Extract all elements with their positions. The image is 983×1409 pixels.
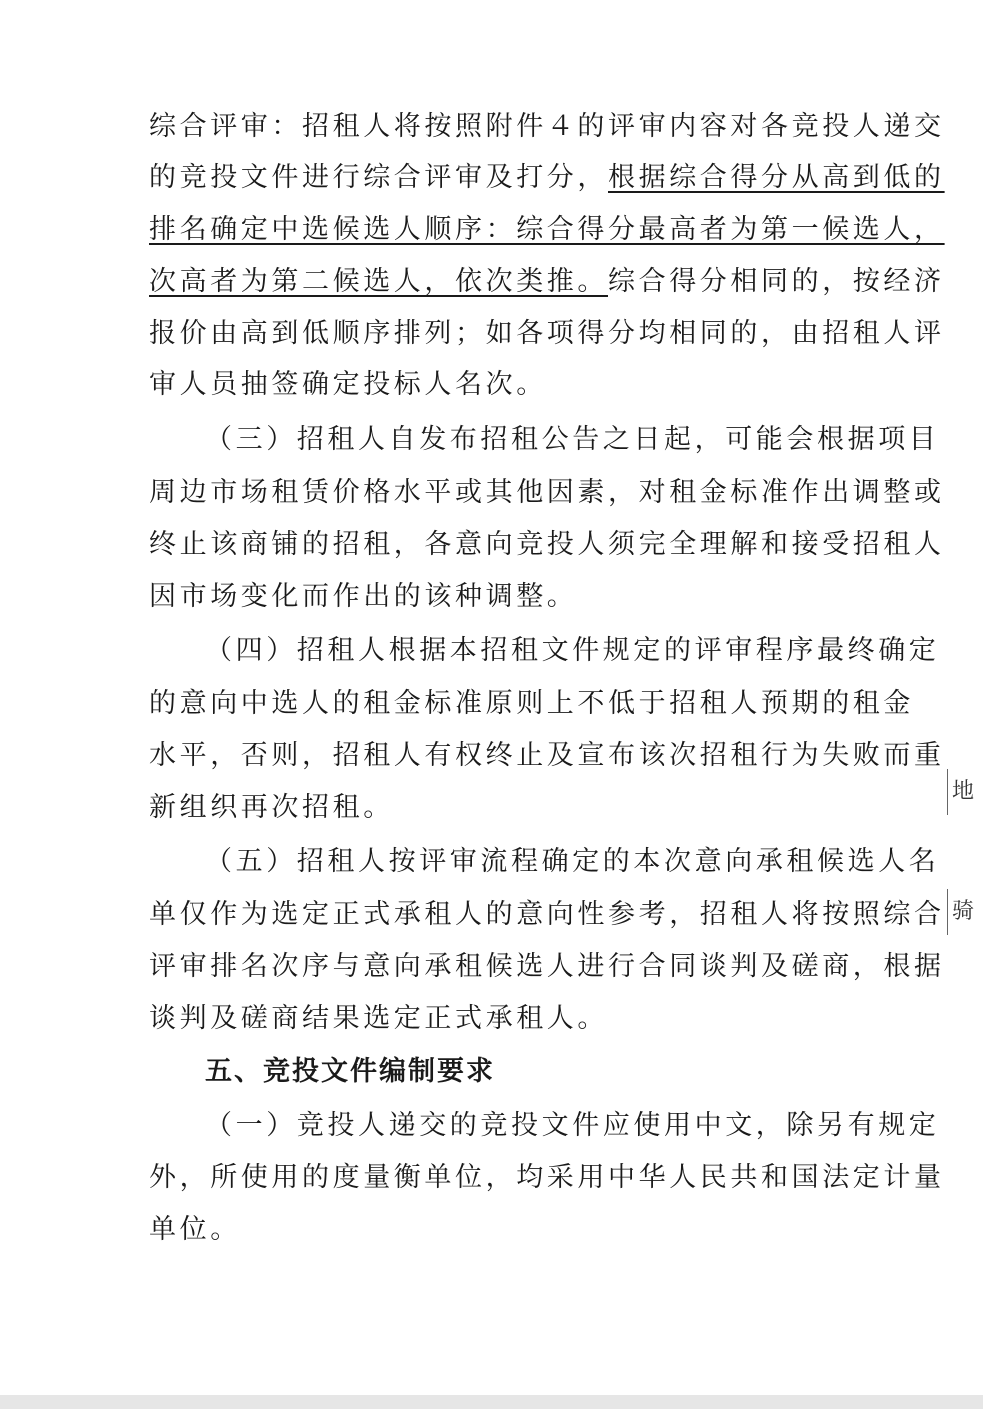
line-text: 水平，否则，招租人有权终止及宣布该次招租行为失败而重 <box>149 740 945 771</box>
stamp-text: 骑 <box>951 899 974 924</box>
line-text: 综合得分相同的，按经济 <box>608 266 945 297</box>
line-text: 报价由高到低顺序排列；如各项得分均相同的，由招租人评 <box>149 318 945 349</box>
line-text: （四）招租人根据本招租文件规定的评审程序最终确定 <box>205 635 940 666</box>
text-line-14 <box>149 790 869 826</box>
line-text: 新组织再次招租。 <box>149 792 394 823</box>
line-text: 的意向中选人的租金标准原则上不低于招租人预期的租金 <box>149 688 914 719</box>
text-line-11 <box>205 633 940 669</box>
text-line-3 <box>149 212 945 248</box>
line-text: （五）招租人按评审流程确定的本次意向承租候选人名 <box>205 846 940 877</box>
text-line-20 <box>205 1108 940 1144</box>
text-line-10 <box>149 579 869 615</box>
line-text: 审人员抽签确定投标人名次。 <box>149 369 547 400</box>
heading-text: 五、竞投文件编制要求 <box>205 1056 495 1087</box>
text-line-7 <box>205 422 940 458</box>
line-text: 周边市场租赁价格水平或其他因素，对租金标准作出调整或 <box>149 477 945 508</box>
line-text: （三）招租人自发布招租公告之日起，可能会根据项目 <box>205 424 940 455</box>
text-line-8 <box>149 475 945 511</box>
text-line-17 <box>149 949 945 985</box>
seal-stamp-bottom <box>943 885 983 939</box>
text-line-22 <box>149 1212 869 1248</box>
line-text: 评审排名次序与意向承租候选人进行合同谈判及磋商，根据 <box>149 951 945 982</box>
underlined-text: 次高者为第二候选人，依次类推。 <box>149 266 608 297</box>
text-line-9 <box>149 527 945 563</box>
stamp-text: 地 <box>951 779 974 804</box>
text-line-13 <box>149 738 945 774</box>
text-line-5 <box>149 316 945 352</box>
underlined-text: 排名确定中选候选人顺序：综合得分最高者为第一候选人， <box>149 214 945 245</box>
text-line-1 <box>149 109 945 145</box>
seal-stamp-top <box>943 765 983 819</box>
line-text: 的竞投文件进行综合评审及打分， <box>149 162 608 193</box>
line-text: 因市场变化而作出的该种调整。 <box>149 581 578 612</box>
text-line-2 <box>149 160 945 196</box>
line-text: 综合评审：招租人将按照附件４的评审内容对各竞投人递交 <box>149 111 945 142</box>
line-text: 单仅作为选定正式承租人的意向性参考，招租人将按照综合 <box>149 899 945 930</box>
line-text: （一）竞投人递交的竞投文件应使用中文，除另有规定 <box>205 1110 940 1141</box>
text-line-21 <box>149 1160 945 1196</box>
section-heading <box>205 1054 925 1090</box>
text-line-12 <box>149 686 914 722</box>
text-line-16 <box>149 897 945 933</box>
line-text: 谈判及磋商结果选定正式承租人。 <box>149 1003 608 1034</box>
line-text: 单位。 <box>149 1214 241 1245</box>
text-line-18 <box>149 1001 869 1037</box>
text-line-6 <box>149 367 869 403</box>
text-line-4 <box>149 264 945 300</box>
page-bottom-edge <box>0 1395 983 1409</box>
line-text: 终止该商铺的招租，各意向竞投人须完全理解和接受招租人 <box>149 529 945 560</box>
line-text: 外，所使用的度量衡单位，均采用中华人民共和国法定计量 <box>149 1162 945 1193</box>
underlined-text: 根据综合得分从高到低的 <box>608 162 945 193</box>
text-line-15 <box>205 844 940 880</box>
